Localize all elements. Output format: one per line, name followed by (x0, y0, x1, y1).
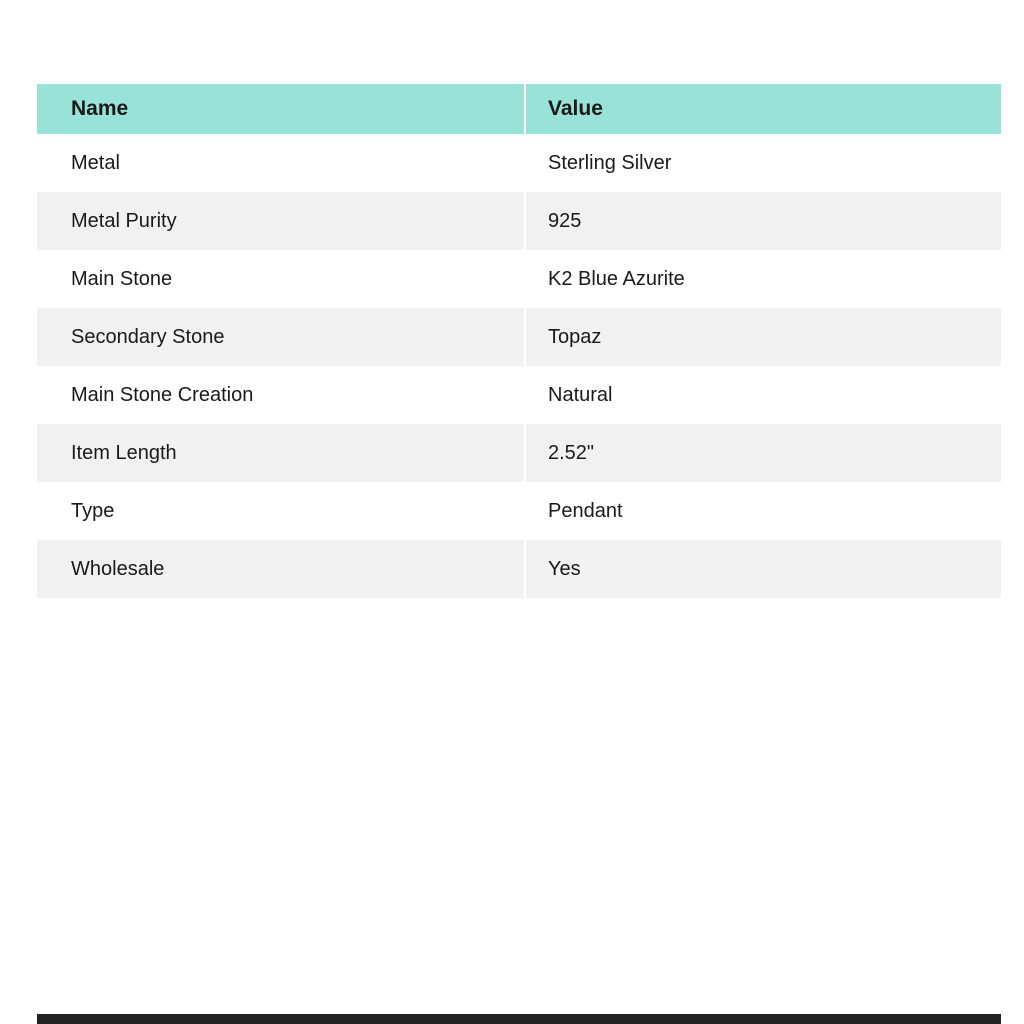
table-row (37, 366, 1001, 424)
table-header-row (37, 84, 1001, 134)
row-name-cell: Metal (37, 134, 524, 192)
table-row (37, 192, 1001, 250)
product-specs-table (37, 84, 1001, 598)
row-value-cell: K2 Blue Azurite (524, 250, 1001, 308)
table-row (37, 540, 1001, 598)
row-value-cell: Topaz (524, 308, 1001, 366)
table-row (37, 250, 1001, 308)
table-row (37, 308, 1001, 366)
row-value-cell: Pendant (524, 482, 1001, 540)
row-name-cell: Metal Purity (37, 192, 524, 250)
row-value-cell: 925 (524, 192, 1001, 250)
row-value-cell: Yes (524, 540, 1001, 598)
column-header-value: Value (524, 84, 1001, 134)
row-name-cell: Item Length (37, 424, 524, 482)
column-header-name: Name (37, 84, 524, 134)
row-value-cell: 2.52" (524, 424, 1001, 482)
table-row (37, 134, 1001, 192)
row-name-cell: Main Stone Creation (37, 366, 524, 424)
cropped-content-bar (37, 1014, 1001, 1024)
row-name-cell: Type (37, 482, 524, 540)
table-row (37, 482, 1001, 540)
row-value-cell: Natural (524, 366, 1001, 424)
row-name-cell: Secondary Stone (37, 308, 524, 366)
row-name-cell: Main Stone (37, 250, 524, 308)
row-name-cell: Wholesale (37, 540, 524, 598)
row-value-cell: Sterling Silver (524, 134, 1001, 192)
table-row (37, 424, 1001, 482)
